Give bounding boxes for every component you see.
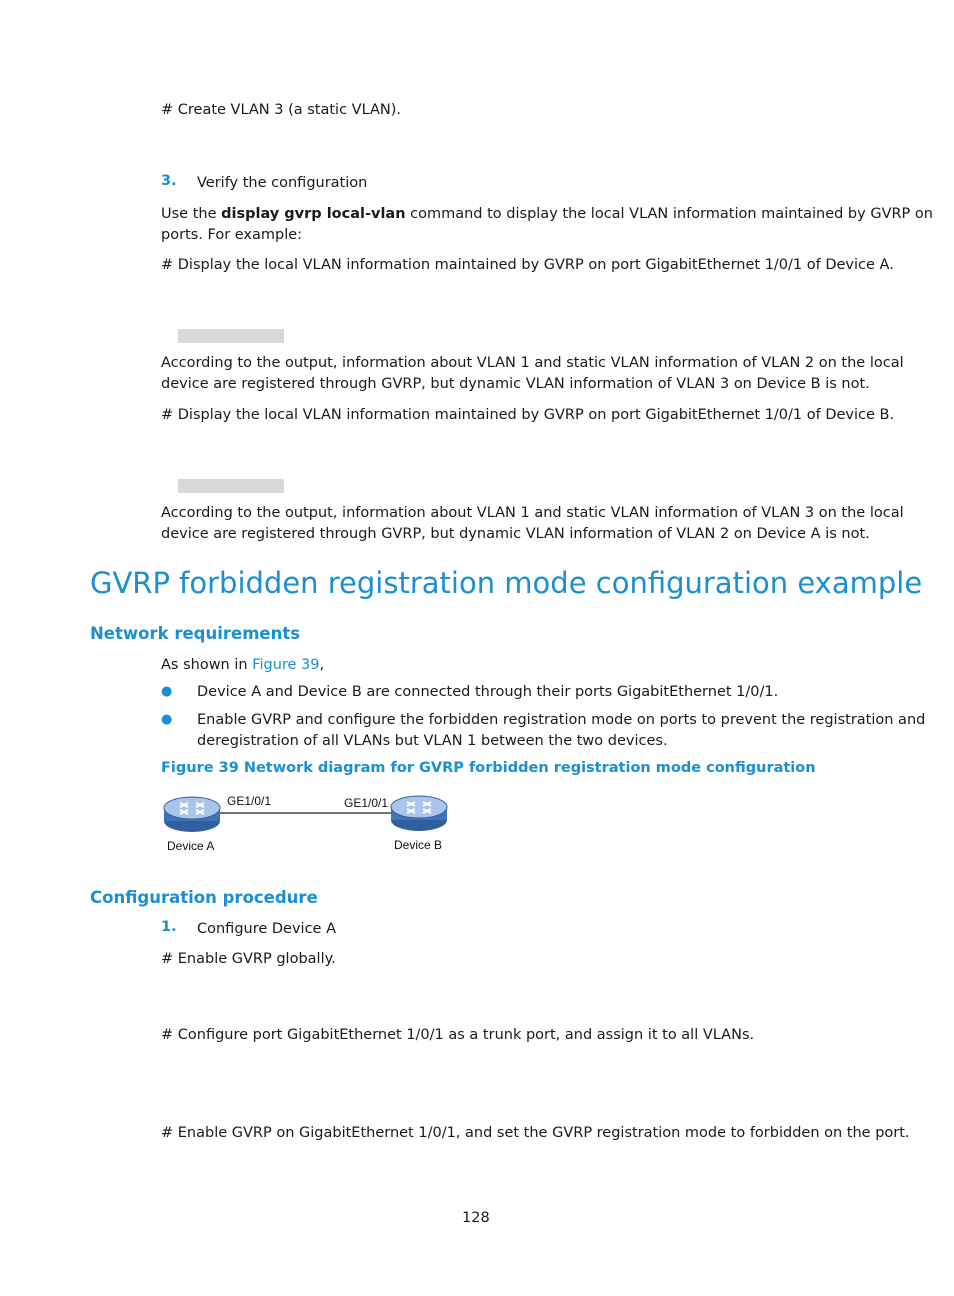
step-1-label: Configure Device A bbox=[197, 921, 337, 937]
network-requirements-heading: Network requirements bbox=[90, 624, 301, 643]
figure-caption: Figure 39 Network diagram for GVRP forbidden registration mode configuration bbox=[161, 760, 816, 776]
para-pre: Use the bbox=[161, 206, 222, 222]
port-label-b: GE1/0/1 bbox=[344, 796, 389, 810]
result-a-line2: device are registered through GVRP, but dynamic VLAN information of VLAN 3 on Device B is not. bbox=[161, 376, 870, 392]
code-block-placeholder bbox=[178, 479, 284, 493]
as-shown-pre: As shown in bbox=[161, 657, 253, 673]
configuration-procedure-heading: Configuration procedure bbox=[90, 888, 318, 907]
requirement-2-line1: Enable GVRP and configure the forbidden registration mode on ports to prevent the registration and bbox=[197, 712, 926, 728]
para-post: command to display the local VLAN information maintained by GVRP on bbox=[405, 206, 933, 222]
device-b-label: Device B bbox=[394, 838, 443, 852]
create-vlan3-comment: # Create VLAN 3 (a static VLAN). bbox=[161, 102, 402, 118]
as-shown-line bbox=[161, 655, 324, 676]
router-a-icon bbox=[164, 797, 220, 832]
command-display-gvrp: display gvrp local-vlan bbox=[221, 206, 406, 222]
figure-39-link[interactable]: Figure 39 bbox=[252, 657, 320, 673]
result-b-line1: According to the output, information about VLAN 1 and static VLAN information of VLAN 3 on the local bbox=[161, 505, 904, 521]
step-3-number: 3. bbox=[161, 173, 177, 189]
network-diagram bbox=[150, 786, 460, 858]
display-device-a-comment: # Display the local VLAN information maintained by GVRP on port GigabitEthernet 1/0/1 of Device A. bbox=[161, 257, 894, 273]
step-3-label: Verify the configuration bbox=[197, 175, 368, 191]
trunk-port-comment: # Configure port GigabitEthernet 1/0/1 as a trunk port, and assign it to all VLANs. bbox=[161, 1027, 755, 1043]
step-1-number: 1. bbox=[161, 919, 177, 935]
step-3-paragraph-line1 bbox=[161, 204, 933, 225]
code-block-placeholder bbox=[178, 329, 284, 343]
port-label-a: GE1/0/1 bbox=[227, 794, 272, 808]
requirement-2-line2: deregistration of all VLANs but VLAN 1 between the two devices. bbox=[197, 733, 668, 749]
result-b-line2: device are registered through GVRP, but dynamic VLAN information of VLAN 2 on Device A is not. bbox=[161, 526, 870, 542]
display-device-b-comment: # Display the local VLAN information maintained by GVRP on port GigabitEthernet 1/0/1 of Device B. bbox=[161, 407, 895, 423]
requirement-1: Device A and Device B are connected through their ports GigabitEthernet 1/0/1. bbox=[197, 684, 779, 700]
page-number: 128 bbox=[462, 1210, 490, 1226]
enable-gvrp-comment: # Enable GVRP globally. bbox=[161, 951, 336, 967]
bullet-icon: ● bbox=[161, 712, 173, 727]
step-3-paragraph-line2: ports. For example: bbox=[161, 227, 303, 243]
enable-forbidden-comment: # Enable GVRP on GigabitEthernet 1/0/1, and set the GVRP registration mode to forbidden on the port. bbox=[161, 1125, 910, 1141]
section-title: GVRP forbidden registration mode configuration example bbox=[90, 566, 923, 600]
router-b-icon bbox=[391, 796, 447, 831]
bullet-icon: ● bbox=[161, 684, 173, 699]
result-a-line1: According to the output, information about VLAN 1 and static VLAN information of VLAN 2 on the local bbox=[161, 355, 904, 371]
device-a-label: Device A bbox=[167, 839, 215, 853]
as-shown-post: , bbox=[319, 657, 325, 673]
